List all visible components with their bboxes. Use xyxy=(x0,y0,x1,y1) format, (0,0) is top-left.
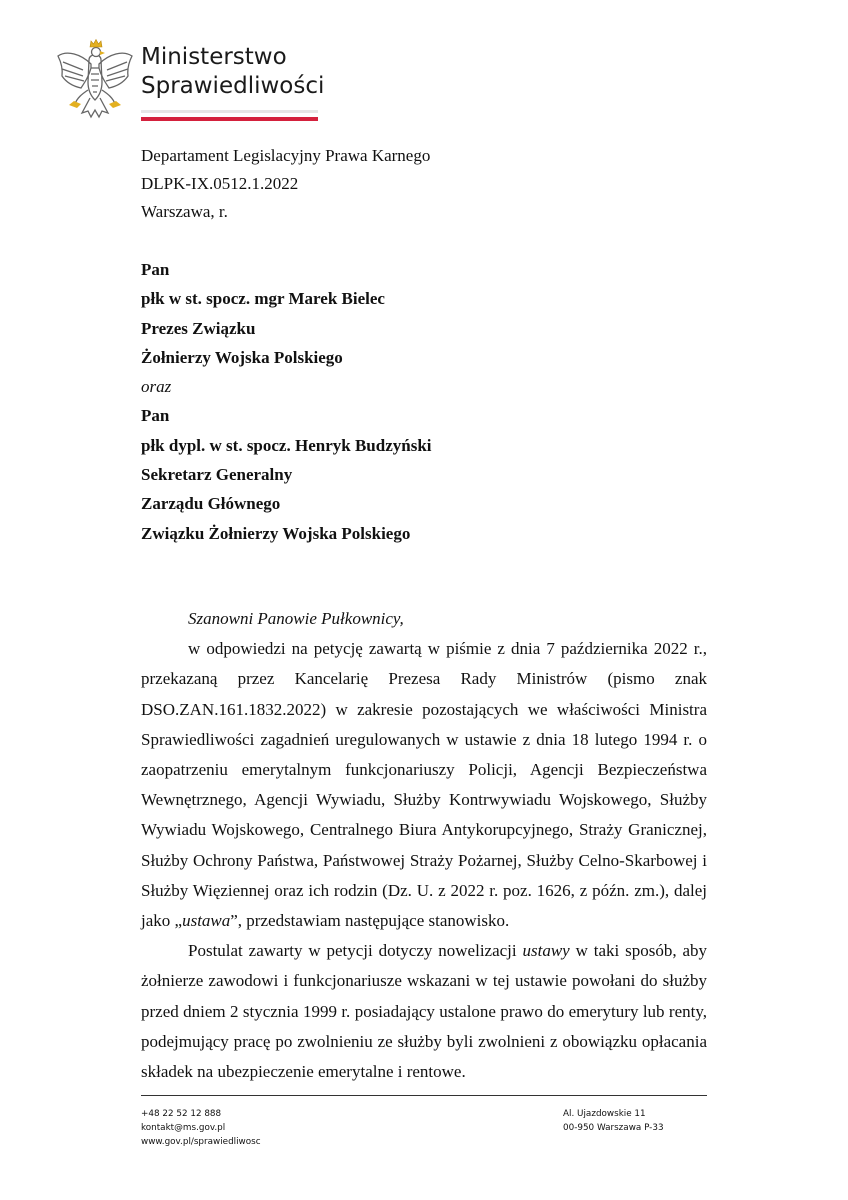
ministry-name-line1: Ministerstwo xyxy=(141,44,287,70)
addressee-line: Prezes Związku xyxy=(141,318,256,338)
footer-city: 00-950 Warszawa P-33 xyxy=(563,1123,664,1133)
addressee-line: Związku Żołnierzy Wojska Polskiego xyxy=(141,523,411,543)
addressee-line: Sekretarz Generalny xyxy=(141,465,293,485)
body-emphasis: ustawa xyxy=(182,911,231,931)
addressee-conjunction: oraz xyxy=(141,377,172,397)
polish-eagle-emblem-icon xyxy=(55,38,135,122)
body-paragraph xyxy=(141,936,707,1087)
ministry-name-line2: Sprawiedliwości xyxy=(141,73,325,99)
flag-stripe-red xyxy=(141,117,318,121)
body-text: w odpowiedzi na petycję zawartą w piśmie z dnia 7 października 2022 r., przekazaną przez Kancelarię Prezesa Rady Ministrów (pismo znak DSO.ZAN.161.1832.2022) w zakresie pozostających we właściwości Ministra Sprawiedliwości zagadnień uregulowanych w ustawie z dnia 18 lutego 1994 r. o zaopatrzeniu emerytalnym funkcjonariuszy Policji, Agencji Bezpieczeństwa Wewnętrznego, Agencji Wywiadu, Służby Kontrwywiadu Wojskowego, Służby Wywiadu Wojskowego, Centralnego Biura Antykorupcyjnego, Straży Granicznej, Służby Ochrony Państwa, Państwowej Straży Pożarnej, Służby Celno-Skarbowej i Służby Więziennej oraz ich rodzin (Dz. U. z 2022 r. poz. 1626, z późn. zm.), dalej jako „ xyxy=(141,639,707,931)
body-emphasis: ustawy xyxy=(522,941,570,961)
footer-contact xyxy=(141,1107,261,1149)
body-text: Postulat zawarty w petycji dotyczy nowelizacji xyxy=(188,941,523,961)
place-date: Warszawa, r. xyxy=(141,202,228,221)
flag-stripe-white xyxy=(141,110,318,113)
salutation: Szanowni Panowie Pułkownicy, xyxy=(188,609,404,628)
body-paragraph xyxy=(141,634,707,936)
ministry-name xyxy=(141,43,324,101)
footer-divider xyxy=(141,1095,707,1096)
footer-street: Al. Ujazdowskie 11 xyxy=(563,1109,646,1119)
letter-meta xyxy=(141,142,430,226)
body-text: ”, przedstawiam następujące stanowisko. xyxy=(230,911,510,931)
addressee-line: Pan xyxy=(141,406,170,426)
addressee-line: płk dypl. w st. spocz. Henryk Budzyński xyxy=(141,435,432,455)
addressee-line: Żołnierzy Wojska Polskiego xyxy=(141,347,343,367)
addressee-line: Zarządu Głównego xyxy=(141,494,281,514)
footer-email[interactable]: kontakt@ms.gov.pl xyxy=(141,1123,226,1133)
addressee-line: płk w st. spocz. mgr Marek Bielec xyxy=(141,289,385,309)
footer-phone: +48 22 52 12 888 xyxy=(141,1109,222,1119)
letter-body xyxy=(141,604,707,1087)
footer-address xyxy=(563,1107,664,1135)
department-name: Departament Legislacyjny Prawa Karnego xyxy=(141,146,431,165)
addressee-block xyxy=(141,255,432,548)
reference-number: DLPK-IX.0512.1.2022 xyxy=(141,174,299,193)
addressee-line: Pan xyxy=(141,260,170,279)
footer-website[interactable]: www.gov.pl/sprawiedliwosc xyxy=(141,1137,261,1147)
body-text: w taki sposób, aby żołnierze zawodowi i funkcjonariusze wskazani w tej ustawie powołani do służby przed dniem 2 stycznia 1999 r. posiadający ustalone prawo do emerytury lub renty, podejmujący pracę po zwolnieniu ze służby byli zwolnieni z obowiązku opłacania składek na ubezpieczenie emerytalne i rentowe. xyxy=(141,941,707,1082)
